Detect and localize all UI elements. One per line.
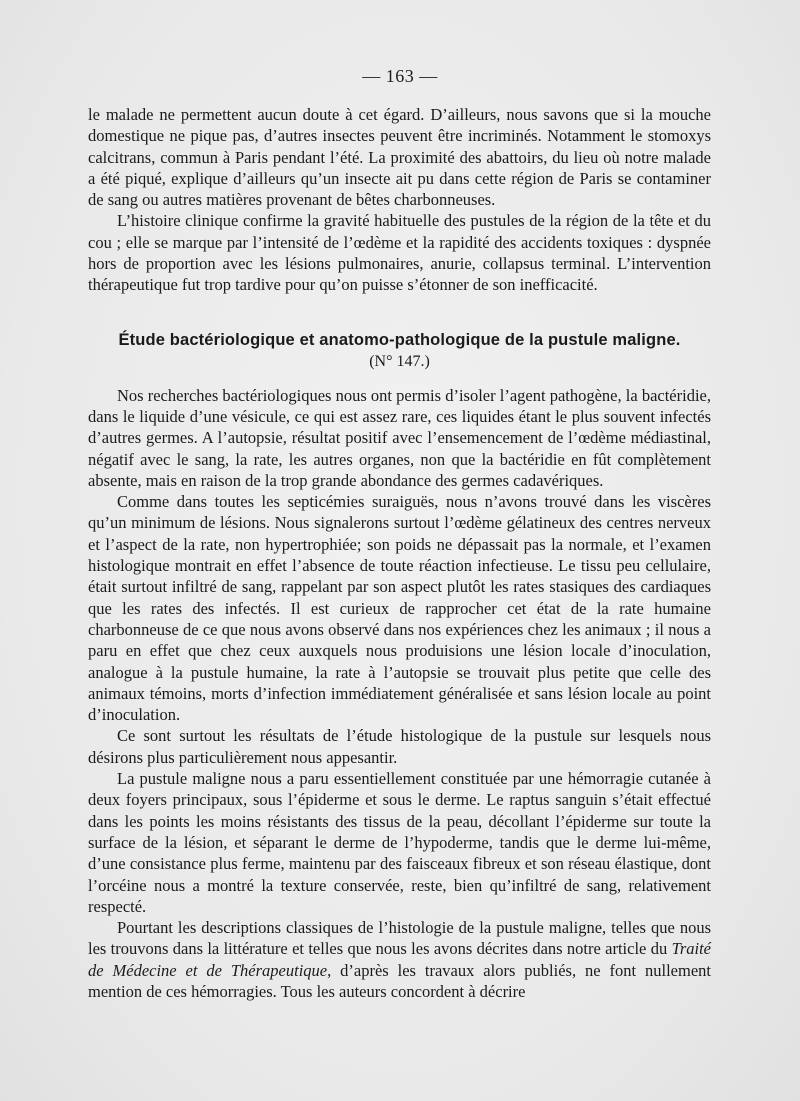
cited-work-title: Traité de Médecine et de Thérapeutique bbox=[88, 939, 711, 980]
paragraph-text-after-citation: , d’après les travaux alors publiés, ne font nullement mention de ces hémorragies. Tous les auteurs concordent à décrire bbox=[88, 960, 711, 1001]
paragraph-hemorrhage-description: La pustule maligne nous a paru essentiellement constituée par une hémorragie cutanée à deux foyers principaux, sous l’épiderme et sous le derme. Le raptus sanguin s’était effectué dans les points les moins résistants des tissus de la peau, décollant l’épiderme sur toute la surface de la lésion, et séparant le derme de l’hypoderme, tandis que le derme lui-même, d’une consistance plus ferme, maintenu par des faisceaux fibreux et son réseau élastique, dont l’orcéine nous a montré la texture conservée, reste, bien qu’infiltré de sang, relativement respecté. bbox=[88, 769, 711, 916]
paragraph-histology-intro: Ce sont surtout les résultats de l’étude histologique de la pustule sur lesquels nous désirons plus particulièrement nous appesantir. bbox=[88, 726, 711, 767]
section-heading: Étude bactériologique et anatomo-pathologique de la pustule maligne. bbox=[118, 330, 681, 349]
paragraph-septicemia-findings: Comme dans toutes les septicémies suraiguës, nous n’avons trouvé dans les viscères qu’un minimum de lésions. Nous signalerons surtout l’œdème gélatineux des centres nerveux et l’aspect de la rate, non hypertrophiée; son poids ne dépassait pas la normale, et l’examen histologique montrait en effet l’absence de toute réaction infectieuse. Le tissu peu cellulaire, était surtout infiltré de sang, rappelant par son aspect plutôt les rates stasiques des cardiaques que les rates des infectés. Il est curieux de rapprocher cet état de la rate humaine charbonneuse de ce que nous avons observé dans nos expériences chez les animaux ; il nous a paru en effet que chez ceux auxquels nous produisions une lésion locale d’inoculation, analogue à la pustule humaine, la rate à l’autopsie se trouvait plus petite que celle des animaux témoins, morts d’infection immédiatement généralisée et sans lésion locale au point d’inoculation. bbox=[88, 492, 711, 725]
paragraph-continuation: le malade ne permettent aucun doute à cet égard. D’ailleurs, nous savons que si la mouche domestique ne pique pas, d’autres insectes peuvent être incriminés. Notamment le stomoxys calcitrans, commun à Paris pendant l’été. La proximité des abattoirs, du lieu où notre malade a été piqué, explique d’ailleurs qu’un insecte ait pu dans cette région de Paris se contaminer de sang ou autres matières provenant de bêtes charbonneuses. bbox=[88, 105, 711, 210]
paragraph-text-before-citation: Pourtant les descriptions classiques de l’histologie de la pustule maligne, telles que nous les trouvons dans la littérature et telles que nous les avons décrites dans notre article du bbox=[88, 918, 711, 959]
page-content bbox=[88, 104, 711, 1002]
paragraph-bacteriology: Nos recherches bactériologiques nous ont permis d’isoler l’agent pathogène, la bactéridie, dans le liquide d’une vésicule, ce qui est assez rare, ces liquides étant le plus souvent infectés d’autres germes. A l’autopsie, résultat positif avec l’ensemencement de l’œdème médiastinal, négatif avec le sang, la rate, les autres organes, non que la bactéridie en fût complètement absente, mais en raison de la trop grande abondance des germes cadavériques. bbox=[88, 385, 711, 490]
page-number: — 163 — bbox=[362, 66, 438, 86]
section-reference-number: (N° 147.) bbox=[369, 352, 430, 370]
paragraph-classical-descriptions bbox=[88, 917, 711, 1002]
paragraph-clinical-history: L’histoire clinique confirme la gravité habituelle des pustules de la région de la tête et du cou ; elle se marque par l’intensité de l’œdème et la rapidité des accidents toxiques : dyspnée hors de proportion avec les lésions pulmonaires, anurie, collapsus terminal. L’intervention thérapeutique fut trop tardive pour qu’on puisse s’étonner de son inefficacité. bbox=[88, 211, 711, 295]
